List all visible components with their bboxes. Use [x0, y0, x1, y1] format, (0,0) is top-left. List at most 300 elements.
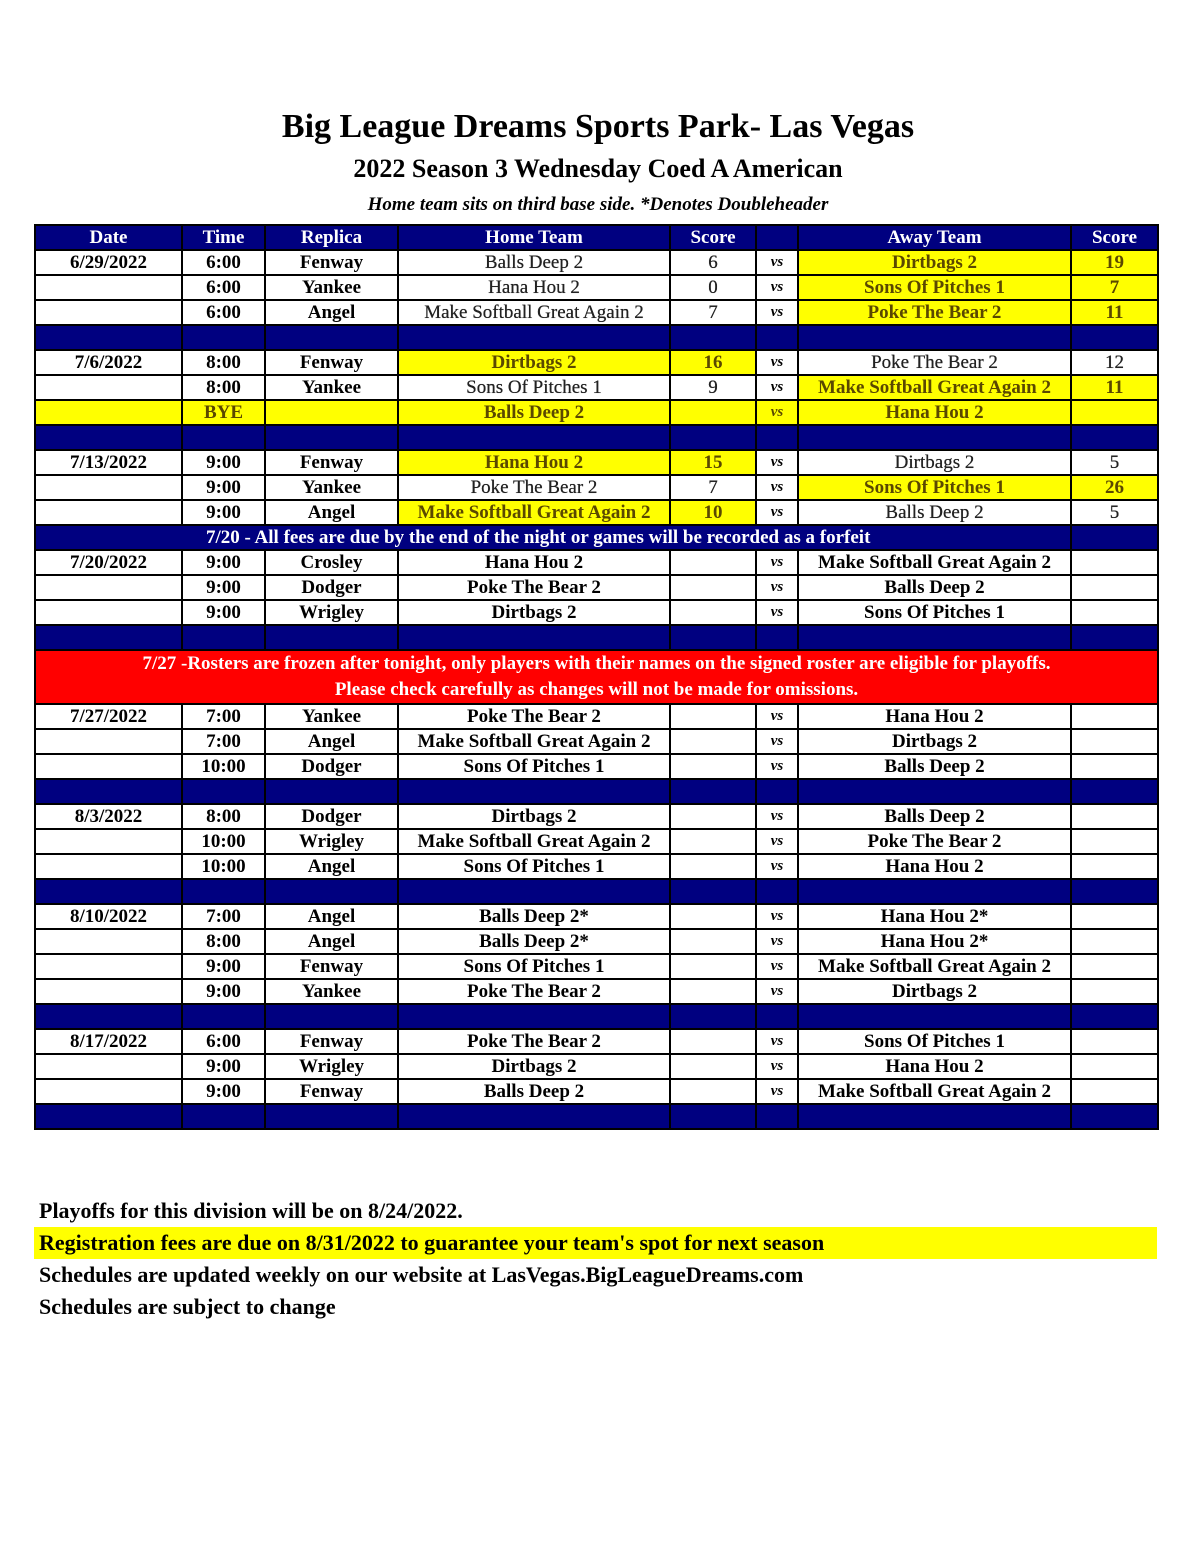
- vs-cell: vs: [756, 954, 798, 979]
- date-cell: 7/13/2022: [35, 450, 182, 475]
- col-away-score: Score: [1071, 225, 1158, 250]
- vs-cell: vs: [756, 475, 798, 500]
- away-score-cell: [1071, 929, 1158, 954]
- home-score-cell: [670, 854, 756, 879]
- separator-cell: [798, 1104, 1071, 1129]
- vs-cell: vs: [756, 904, 798, 929]
- replica-cell: Wrigley: [265, 1054, 398, 1079]
- vs-cell: vs: [756, 829, 798, 854]
- vs-cell: vs: [756, 729, 798, 754]
- home-team-cell: Balls Deep 2: [398, 1079, 670, 1104]
- vs-cell: vs: [756, 704, 798, 729]
- away-score-cell: 5: [1071, 450, 1158, 475]
- time-cell: 10:00: [182, 754, 265, 779]
- home-team-cell: Poke The Bear 2: [398, 475, 670, 500]
- date-cell: [35, 375, 182, 400]
- home-team-cell: Poke The Bear 2: [398, 979, 670, 1004]
- vs-cell: vs: [756, 575, 798, 600]
- time-cell: 9:00: [182, 550, 265, 575]
- home-score-cell: [670, 1054, 756, 1079]
- separator-cell: [182, 625, 265, 650]
- home-team-cell: Sons Of Pitches 1: [398, 954, 670, 979]
- separator-cell: [798, 779, 1071, 804]
- home-team-cell: Hana Hou 2: [398, 450, 670, 475]
- date-cell: 8/3/2022: [35, 804, 182, 829]
- vs-cell: vs: [756, 550, 798, 575]
- col-home-team: Home Team: [398, 225, 670, 250]
- time-cell: 6:00: [182, 250, 265, 275]
- game-row: [35, 475, 1158, 500]
- footer-subject: Schedules are subject to change: [39, 1294, 336, 1319]
- away-team-cell: Balls Deep 2: [798, 804, 1071, 829]
- time-cell: 9:00: [182, 979, 265, 1004]
- replica-cell: Angel: [265, 929, 398, 954]
- separator-cell: [1071, 625, 1158, 650]
- time-cell: 7:00: [182, 904, 265, 929]
- replica-cell: Yankee: [265, 979, 398, 1004]
- date-cell: [35, 1079, 182, 1104]
- separator-cell: [398, 625, 670, 650]
- bye-row: [35, 400, 1158, 425]
- separator-cell: [398, 1004, 670, 1029]
- home-score-cell: [670, 400, 756, 425]
- replica-cell: Angel: [265, 300, 398, 325]
- game-row: [35, 954, 1158, 979]
- home-team-cell: Make Softball Great Again 2: [398, 829, 670, 854]
- away-team-cell: Poke The Bear 2: [798, 829, 1071, 854]
- separator-cell: [670, 325, 756, 350]
- away-team-cell: Hana Hou 2*: [798, 904, 1071, 929]
- away-score-cell: [1071, 754, 1158, 779]
- away-score-cell: 11: [1071, 375, 1158, 400]
- home-score-cell: 7: [670, 300, 756, 325]
- separator-cell: [756, 625, 798, 650]
- vs-cell: vs: [756, 350, 798, 375]
- separator-cell: [182, 1104, 265, 1129]
- separator-cell: [756, 779, 798, 804]
- away-score-cell: 12: [1071, 350, 1158, 375]
- roster-notice-row: [35, 650, 1158, 704]
- time-cell: 9:00: [182, 1079, 265, 1104]
- time-cell: 9:00: [182, 575, 265, 600]
- game-row: [35, 550, 1158, 575]
- home-score-cell: [670, 1029, 756, 1054]
- home-team-cell: Dirtbags 2: [398, 804, 670, 829]
- home-score-cell: 16: [670, 350, 756, 375]
- col-vs: [756, 225, 798, 250]
- time-cell: 8:00: [182, 350, 265, 375]
- separator-cell: [670, 1104, 756, 1129]
- replica-cell: Angel: [265, 500, 398, 525]
- game-row: [35, 300, 1158, 325]
- time-cell: 7:00: [182, 704, 265, 729]
- vs-cell: vs: [756, 500, 798, 525]
- replica-cell: Yankee: [265, 475, 398, 500]
- vs-cell: vs: [756, 450, 798, 475]
- away-score-cell: [1071, 854, 1158, 879]
- separator-cell: [265, 779, 398, 804]
- home-score-cell: 9: [670, 375, 756, 400]
- vs-cell: vs: [756, 854, 798, 879]
- away-score-cell: [1071, 704, 1158, 729]
- separator-row: [35, 1104, 1158, 1129]
- home-team-cell: Poke The Bear 2: [398, 1029, 670, 1054]
- separator-cell: [670, 879, 756, 904]
- home-team-cell: Hana Hou 2: [398, 275, 670, 300]
- home-team-cell: Hana Hou 2: [398, 550, 670, 575]
- separator-cell: [1071, 1004, 1158, 1029]
- time-cell: 9:00: [182, 1054, 265, 1079]
- away-team-cell: Poke The Bear 2: [798, 300, 1071, 325]
- home-score-cell: 7: [670, 475, 756, 500]
- vs-cell: vs: [756, 929, 798, 954]
- replica-cell: Wrigley: [265, 600, 398, 625]
- time-cell: 9:00: [182, 600, 265, 625]
- separator-row: [35, 779, 1158, 804]
- date-cell: [35, 929, 182, 954]
- away-score-cell: 19: [1071, 250, 1158, 275]
- separator-cell: [398, 879, 670, 904]
- schedule-note: Home team sits on third base side. *Denotes Doubleheader: [367, 194, 829, 215]
- home-team-cell: Make Softball Great Again 2: [398, 300, 670, 325]
- separator-cell: [35, 879, 182, 904]
- home-team-cell: Poke The Bear 2: [398, 704, 670, 729]
- away-score-cell: [1071, 1029, 1158, 1054]
- home-team-cell: Dirtbags 2: [398, 600, 670, 625]
- home-team-cell: Sons Of Pitches 1: [398, 375, 670, 400]
- away-team-cell: Balls Deep 2: [798, 575, 1071, 600]
- date-cell: [35, 729, 182, 754]
- replica-cell: Yankee: [265, 704, 398, 729]
- separator-cell: [670, 425, 756, 450]
- col-home-score: Score: [670, 225, 756, 250]
- game-row: [35, 250, 1158, 275]
- separator-cell: [265, 1104, 398, 1129]
- replica-cell: Crosley: [265, 550, 398, 575]
- home-score-cell: [670, 600, 756, 625]
- time-cell: 9:00: [182, 450, 265, 475]
- game-row: [35, 904, 1158, 929]
- date-cell: [35, 500, 182, 525]
- game-row: [35, 929, 1158, 954]
- away-team-cell: Dirtbags 2: [798, 250, 1071, 275]
- date-cell: [35, 400, 182, 425]
- date-cell: [35, 575, 182, 600]
- date-cell: 7/20/2022: [35, 550, 182, 575]
- separator-cell: [182, 325, 265, 350]
- col-away-team: Away Team: [798, 225, 1071, 250]
- separator-row: [35, 325, 1158, 350]
- footer-website: Schedules are updated weekly on our website at LasVegas.BigLeagueDreams.com: [39, 1262, 804, 1287]
- away-team-cell: Dirtbags 2: [798, 729, 1071, 754]
- home-team-cell: Balls Deep 2*: [398, 904, 670, 929]
- col-time: Time: [182, 225, 265, 250]
- away-team-cell: Make Softball Great Again 2: [798, 1079, 1071, 1104]
- home-team-cell: Sons Of Pitches 1: [398, 754, 670, 779]
- time-cell: 7:00: [182, 729, 265, 754]
- vs-cell: vs: [756, 1029, 798, 1054]
- time-cell: 9:00: [182, 954, 265, 979]
- home-score-cell: 6: [670, 250, 756, 275]
- away-team-cell: Hana Hou 2: [798, 1054, 1071, 1079]
- away-team-cell: Make Softball Great Again 2: [798, 550, 1071, 575]
- replica-cell: Fenway: [265, 954, 398, 979]
- replica-cell: Wrigley: [265, 829, 398, 854]
- separator-cell: [756, 1104, 798, 1129]
- vs-cell: vs: [756, 300, 798, 325]
- page-title: Big League Dreams Sports Park- Las Vegas: [281, 108, 915, 145]
- home-score-cell: 10: [670, 500, 756, 525]
- game-row: [35, 275, 1158, 300]
- home-team-cell: Make Softball Great Again 2: [398, 729, 670, 754]
- replica-cell: Fenway: [265, 250, 398, 275]
- time-cell: 9:00: [182, 500, 265, 525]
- separator-row: [35, 879, 1158, 904]
- col-replica: Replica: [265, 225, 398, 250]
- away-team-cell: Balls Deep 2: [798, 500, 1071, 525]
- away-score-cell: 7: [1071, 275, 1158, 300]
- away-score-cell: [1071, 954, 1158, 979]
- away-score-cell: [1071, 1054, 1158, 1079]
- replica-cell: Fenway: [265, 1029, 398, 1054]
- date-cell: [35, 475, 182, 500]
- replica-cell: Yankee: [265, 375, 398, 400]
- home-team-cell: Dirtbags 2: [398, 1054, 670, 1079]
- separator-cell: [798, 325, 1071, 350]
- replica-cell: Fenway: [265, 1079, 398, 1104]
- date-cell: [35, 300, 182, 325]
- away-score-cell: [1071, 729, 1158, 754]
- game-row: [35, 600, 1158, 625]
- home-score-cell: [670, 754, 756, 779]
- date-cell: [35, 954, 182, 979]
- replica-cell: Fenway: [265, 450, 398, 475]
- game-row: [35, 704, 1158, 729]
- vs-cell: vs: [756, 1079, 798, 1104]
- separator-cell: [35, 779, 182, 804]
- separator-cell: [670, 779, 756, 804]
- vs-cell: vs: [756, 804, 798, 829]
- away-team-cell: Sons Of Pitches 1: [798, 475, 1071, 500]
- schedule-table: [34, 224, 1159, 1130]
- home-score-cell: [670, 979, 756, 1004]
- separator-row: [35, 625, 1158, 650]
- replica-cell: Fenway: [265, 350, 398, 375]
- away-team-cell: Make Softball Great Again 2: [798, 954, 1071, 979]
- separator-cell: [182, 1004, 265, 1029]
- home-team-cell: Dirtbags 2: [398, 350, 670, 375]
- game-row: [35, 575, 1158, 600]
- separator-cell: [265, 879, 398, 904]
- separator-cell: [1071, 325, 1158, 350]
- away-team-cell: Dirtbags 2: [798, 450, 1071, 475]
- game-row: [35, 450, 1158, 475]
- away-score-cell: [1071, 600, 1158, 625]
- game-row: [35, 979, 1158, 1004]
- date-cell: [35, 275, 182, 300]
- vs-cell: vs: [756, 275, 798, 300]
- away-score-cell: 5: [1071, 500, 1158, 525]
- away-score-cell: 11: [1071, 300, 1158, 325]
- away-score-cell: [1071, 400, 1158, 425]
- separator-cell: [756, 879, 798, 904]
- away-team-cell: Make Softball Great Again 2: [798, 375, 1071, 400]
- separator-cell: [1071, 525, 1158, 550]
- home-team-cell: Make Softball Great Again 2: [398, 500, 670, 525]
- home-score-cell: 15: [670, 450, 756, 475]
- home-team-cell: Balls Deep 2: [398, 250, 670, 275]
- separator-cell: [756, 425, 798, 450]
- date-cell: 8/10/2022: [35, 904, 182, 929]
- replica-cell: Yankee: [265, 275, 398, 300]
- vs-cell: vs: [756, 979, 798, 1004]
- time-cell: 10:00: [182, 854, 265, 879]
- separator-cell: [35, 325, 182, 350]
- game-row: [35, 1029, 1158, 1054]
- separator-cell: [1071, 779, 1158, 804]
- separator-cell: [756, 325, 798, 350]
- home-score-cell: [670, 954, 756, 979]
- separator-cell: [265, 325, 398, 350]
- time-cell: 6:00: [182, 300, 265, 325]
- home-score-cell: 0: [670, 275, 756, 300]
- replica-cell: [265, 400, 398, 425]
- away-score-cell: [1071, 550, 1158, 575]
- home-score-cell: [670, 904, 756, 929]
- date-cell: [35, 979, 182, 1004]
- home-team-cell: Poke The Bear 2: [398, 575, 670, 600]
- roster-notice-line2: Please check carefully as changes will not be made for omissions.: [334, 679, 859, 700]
- home-team-cell: Balls Deep 2*: [398, 929, 670, 954]
- separator-cell: [265, 625, 398, 650]
- separator-cell: [182, 425, 265, 450]
- away-team-cell: Sons Of Pitches 1: [798, 1029, 1071, 1054]
- replica-cell: Dodger: [265, 804, 398, 829]
- vs-cell: vs: [756, 250, 798, 275]
- vs-cell: vs: [756, 600, 798, 625]
- replica-cell: Angel: [265, 729, 398, 754]
- separator-cell: [398, 779, 670, 804]
- separator-cell: [1071, 879, 1158, 904]
- time-cell: 8:00: [182, 929, 265, 954]
- replica-cell: Angel: [265, 854, 398, 879]
- footer-playoffs: Playoffs for this division will be on 8/24/2022.: [39, 1198, 463, 1223]
- separator-cell: [35, 625, 182, 650]
- away-score-cell: [1071, 804, 1158, 829]
- footer-registration: Registration fees are due on 8/31/2022 to guarantee your team's spot for next season: [34, 1227, 1157, 1259]
- date-cell: [35, 600, 182, 625]
- col-date: Date: [35, 225, 182, 250]
- replica-cell: Dodger: [265, 754, 398, 779]
- separator-cell: [798, 425, 1071, 450]
- date-cell: 7/6/2022: [35, 350, 182, 375]
- vs-cell: vs: [756, 754, 798, 779]
- separator-cell: [35, 425, 182, 450]
- home-score-cell: [670, 929, 756, 954]
- game-row: [35, 350, 1158, 375]
- game-row: [35, 729, 1158, 754]
- game-row: [35, 829, 1158, 854]
- date-cell: [35, 829, 182, 854]
- away-score-cell: [1071, 575, 1158, 600]
- away-team-cell: Poke The Bear 2: [798, 350, 1071, 375]
- date-cell: 6/29/2022: [35, 250, 182, 275]
- separator-cell: [398, 1104, 670, 1129]
- away-score-cell: [1071, 1079, 1158, 1104]
- separator-cell: [35, 1104, 182, 1129]
- date-cell: [35, 1054, 182, 1079]
- date-cell: 7/27/2022: [35, 704, 182, 729]
- separator-cell: [798, 625, 1071, 650]
- home-score-cell: [670, 829, 756, 854]
- separator-cell: [1071, 1104, 1158, 1129]
- date-cell: 8/17/2022: [35, 1029, 182, 1054]
- away-team-cell: Dirtbags 2: [798, 979, 1071, 1004]
- roster-notice-line1: 7/27 -Rosters are frozen after tonight, only players with their names on the signed roster are eligible for playoffs.: [142, 653, 1051, 674]
- replica-cell: Angel: [265, 904, 398, 929]
- separator-cell: [35, 1004, 182, 1029]
- replica-cell: Dodger: [265, 575, 398, 600]
- game-row: [35, 854, 1158, 879]
- separator-cell: [798, 1004, 1071, 1029]
- home-score-cell: [670, 704, 756, 729]
- time-cell: 6:00: [182, 275, 265, 300]
- vs-cell: vs: [756, 400, 798, 425]
- home-team-cell: Sons Of Pitches 1: [398, 854, 670, 879]
- home-score-cell: [670, 804, 756, 829]
- separator-cell: [265, 1004, 398, 1029]
- game-row: [35, 500, 1158, 525]
- home-score-cell: [670, 1079, 756, 1104]
- date-cell: [35, 854, 182, 879]
- game-row: [35, 1079, 1158, 1104]
- away-score-cell: 26: [1071, 475, 1158, 500]
- separator-cell: [1071, 425, 1158, 450]
- separator-cell: [670, 625, 756, 650]
- separator-cell: [670, 1004, 756, 1029]
- time-cell: 9:00: [182, 475, 265, 500]
- time-cell: 6:00: [182, 1029, 265, 1054]
- away-team-cell: Hana Hou 2: [798, 400, 1071, 425]
- time-cell: 10:00: [182, 829, 265, 854]
- game-row: [35, 1054, 1158, 1079]
- fees-notice: 7/20 - All fees are due by the end of the night or games will be recorded as a forfeit: [35, 525, 1071, 550]
- away-team-cell: Hana Hou 2: [798, 854, 1071, 879]
- away-score-cell: [1071, 904, 1158, 929]
- separator-row: [35, 1004, 1158, 1029]
- header-row: [35, 225, 1158, 250]
- vs-cell: vs: [756, 375, 798, 400]
- separator-cell: [182, 879, 265, 904]
- away-team-cell: Hana Hou 2*: [798, 929, 1071, 954]
- separator-row: [35, 425, 1158, 450]
- separator-cell: [265, 425, 398, 450]
- home-score-cell: [670, 575, 756, 600]
- game-row: [35, 375, 1158, 400]
- roster-notice: [35, 650, 1158, 704]
- separator-cell: [798, 879, 1071, 904]
- home-score-cell: [670, 550, 756, 575]
- away-team-cell: Sons Of Pitches 1: [798, 275, 1071, 300]
- away-score-cell: [1071, 829, 1158, 854]
- vs-cell: vs: [756, 1054, 798, 1079]
- fees-notice-row: [35, 525, 1158, 550]
- page-subtitle: 2022 Season 3 Wednesday Coed A American: [353, 154, 843, 183]
- separator-cell: [398, 425, 670, 450]
- separator-cell: [398, 325, 670, 350]
- home-score-cell: [670, 729, 756, 754]
- away-team-cell: Balls Deep 2: [798, 754, 1071, 779]
